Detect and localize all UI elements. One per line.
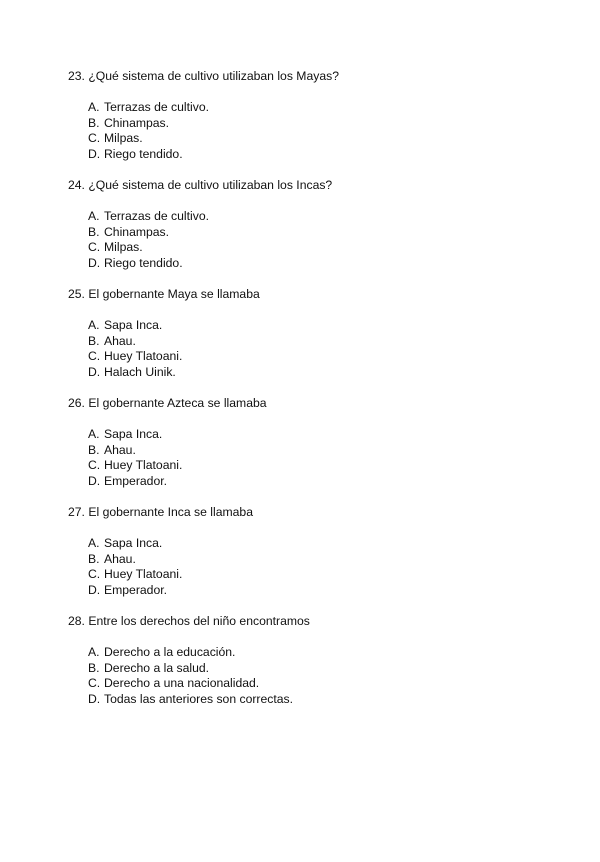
option-text: Derecho a una nacionalidad. — [104, 676, 260, 690]
option-letter: D. — [88, 255, 101, 270]
option-c — [88, 240, 209, 256]
option-text: Terrazas de cultivo. — [104, 100, 209, 114]
option-text: Derecho a la salud. — [104, 660, 210, 675]
option-letter: D. — [88, 364, 101, 379]
option-text: Milpas. — [104, 131, 143, 145]
question-number: 25. — [68, 287, 85, 301]
option-text: Halach Uinik. — [104, 364, 176, 379]
option-d — [88, 256, 209, 272]
option-b — [88, 116, 209, 132]
option-letter: B. — [88, 333, 100, 348]
question-number: 26. — [68, 396, 85, 410]
option-text: Chinampas. — [104, 115, 170, 130]
option-letter: C. — [88, 567, 101, 581]
option-letter: A. — [88, 318, 100, 332]
option-text: Riego tendido. — [104, 146, 183, 161]
option-letter: A. — [88, 536, 100, 550]
option-letter: D. — [88, 473, 101, 488]
option-list — [88, 427, 182, 489]
question-28 — [68, 614, 568, 706]
question-number: 27. — [68, 505, 85, 519]
question-text: Entre los derechos del niño encontramos — [88, 614, 310, 628]
option-c — [88, 567, 182, 583]
option-d — [88, 692, 293, 708]
question-text: ¿Qué sistema de cultivo utilizaban los Mayas? — [88, 69, 339, 83]
option-letter: A. — [88, 209, 100, 223]
option-a — [88, 318, 182, 334]
option-a — [88, 427, 182, 443]
option-b — [88, 225, 209, 241]
option-d — [88, 147, 209, 163]
option-text: Sapa Inca. — [104, 427, 163, 441]
option-letter: A. — [88, 427, 100, 441]
option-c — [88, 131, 209, 147]
option-text: Riego tendido. — [104, 255, 183, 270]
option-list — [88, 318, 182, 380]
option-text: Milpas. — [104, 240, 143, 254]
option-letter: C. — [88, 676, 101, 690]
question-25 — [68, 287, 568, 379]
option-text: Terrazas de cultivo. — [104, 209, 209, 223]
option-letter: B. — [88, 115, 100, 130]
question-title — [68, 178, 568, 193]
option-d — [88, 583, 182, 599]
option-text: Todas las anteriores son correctas. — [104, 691, 293, 706]
option-a — [88, 536, 182, 552]
question-title — [68, 396, 568, 411]
question-text: ¿Qué sistema de cultivo utilizaban los Incas? — [88, 178, 333, 192]
option-list — [88, 645, 293, 707]
option-text: Ahau. — [104, 442, 136, 457]
option-letter: A. — [88, 100, 100, 114]
option-letter: B. — [88, 442, 100, 457]
option-text: Sapa Inca. — [104, 536, 163, 550]
option-text: Emperador. — [104, 473, 168, 488]
option-letter: D. — [88, 691, 101, 706]
option-d — [88, 365, 182, 381]
question-text: El gobernante Maya se llamaba — [88, 287, 260, 301]
option-text: Huey Tlatoani. — [104, 349, 183, 363]
option-letter: B. — [88, 551, 100, 566]
option-text: Ahau. — [104, 333, 136, 348]
option-list — [88, 536, 182, 598]
question-title — [68, 614, 568, 629]
option-letter: A. — [88, 645, 100, 659]
option-text: Chinampas. — [104, 224, 170, 239]
question-number: 28. — [68, 614, 85, 628]
option-a — [88, 100, 209, 116]
option-b — [88, 443, 182, 459]
question-27 — [68, 505, 568, 597]
question-title — [68, 69, 568, 84]
option-list — [88, 209, 209, 271]
option-text: Derecho a la educación. — [104, 645, 236, 659]
option-c — [88, 458, 182, 474]
option-a — [88, 645, 293, 661]
option-text: Ahau. — [104, 551, 136, 566]
option-letter: C. — [88, 349, 101, 363]
option-d — [88, 474, 182, 490]
option-letter: C. — [88, 131, 101, 145]
question-23 — [68, 69, 568, 161]
question-title — [68, 505, 568, 520]
option-letter: B. — [88, 660, 100, 675]
option-letter: C. — [88, 240, 101, 254]
option-b — [88, 334, 182, 350]
option-letter: B. — [88, 224, 100, 239]
option-letter: C. — [88, 458, 101, 472]
option-c — [88, 676, 293, 692]
question-number: 24. — [68, 178, 85, 192]
option-text: Sapa Inca. — [104, 318, 163, 332]
option-letter: D. — [88, 146, 101, 161]
option-a — [88, 209, 209, 225]
option-text: Huey Tlatoani. — [104, 567, 183, 581]
option-text: Emperador. — [104, 582, 168, 597]
option-c — [88, 349, 182, 365]
option-b — [88, 661, 293, 677]
question-26 — [68, 396, 568, 488]
question-text: El gobernante Azteca se llamaba — [88, 396, 267, 410]
question-number: 23. — [68, 69, 85, 83]
option-list — [88, 100, 209, 162]
option-letter: D. — [88, 582, 101, 597]
question-title — [68, 287, 568, 302]
option-text: Huey Tlatoani. — [104, 458, 183, 472]
question-text: El gobernante Inca se llamaba — [88, 505, 253, 519]
option-b — [88, 552, 182, 568]
question-24 — [68, 178, 568, 270]
